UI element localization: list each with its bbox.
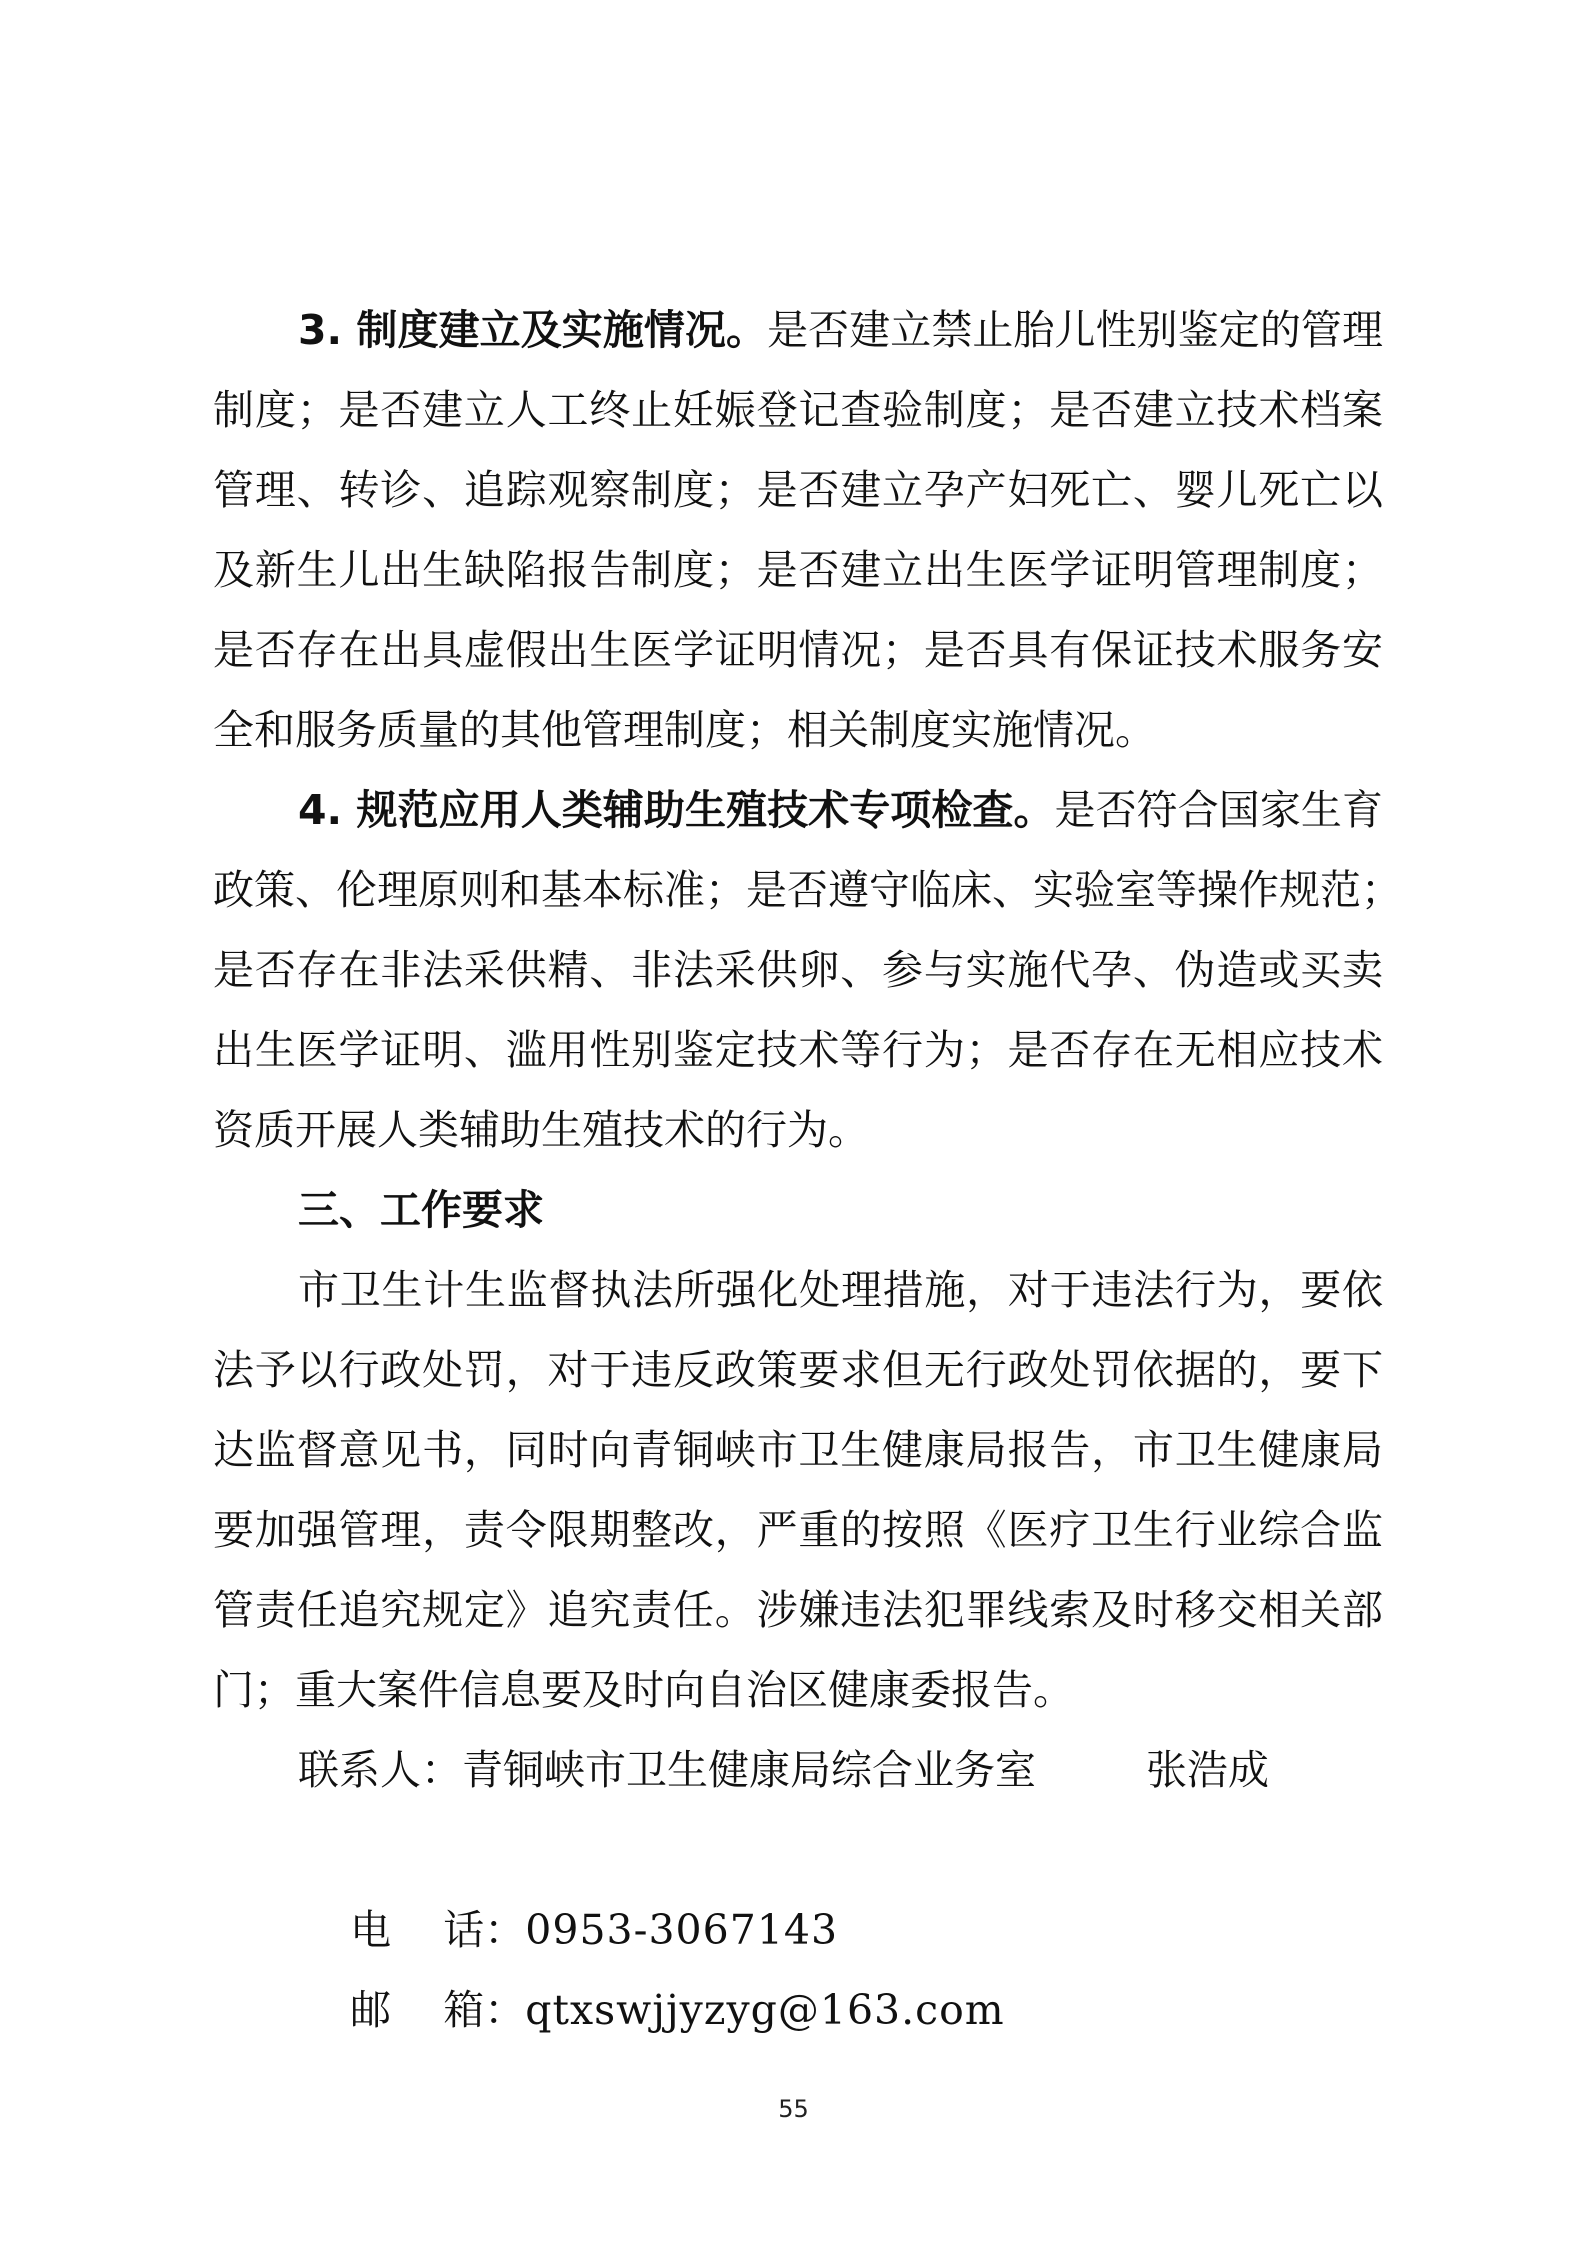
section4-line-3: 是否存在非法采供精、非法采供卵、参与实施代孕、伪造或买卖 — [213, 946, 1383, 994]
section4-line-4: 出生医学证明、滥用性别鉴定技术等行为；是否存在无相应技术 — [213, 1026, 1383, 1074]
section3-line-3: 管理、转诊、追踪观察制度；是否建立孕产妇死亡、婴儿死亡以 — [213, 466, 1383, 514]
contact-person-label: 联系人： — [298, 1746, 462, 1794]
requirements-line-3: 达监督意见书，同时向青铜峡市卫生健康局报告，市卫生健康局 — [213, 1426, 1383, 1474]
section4-text-1: 是否符合国家生育 — [1054, 786, 1383, 834]
contact-email-line — [298, 1890, 1005, 2034]
contact-email-label: 邮 箱： — [350, 1986, 526, 2034]
contact-person-org: 青铜峡市卫生健康局综合业务室 — [462, 1746, 1036, 1794]
page-number: 55 — [778, 2095, 809, 2123]
section4-line-2: 政策、伦理原则和基本标准；是否遵守临床、实验室等操作规范； — [213, 866, 1402, 914]
contact-person-name: 张浩成 — [1146, 1746, 1269, 1794]
requirements-line-4: 要加强管理，责令限期整改，严重的按照《医疗卫生行业综合监 — [213, 1506, 1383, 1554]
requirements-line-5: 管责任追究规定》追究责任。涉嫌违法犯罪线索及时移交相关部 — [213, 1586, 1383, 1634]
contact-phone-value: 0953-3067143 — [525, 1906, 839, 1954]
section3-line-4: 及新生儿出生缺陷报告制度；是否建立出生医学证明管理制度； — [213, 546, 1383, 594]
requirements-line-6: 门；重大案件信息要及时向自治区健康委报告。 — [213, 1666, 1074, 1714]
section4-title: 4. 规范应用人类辅助生殖技术专项检查。 — [298, 786, 1055, 834]
section4-line-5: 资质开展人类辅助生殖技术的行为。 — [213, 1106, 869, 1154]
section3-line-6: 全和服务质量的其他管理制度；相关制度实施情况。 — [213, 706, 1156, 754]
requirements-heading: 三、工作要求 — [298, 1186, 544, 1234]
section3-line-2: 制度；是否建立人工终止妊娠登记查验制度；是否建立技术档案 — [213, 386, 1383, 434]
section3-title: 3. 制度建立及实施情况。 — [298, 306, 768, 354]
requirements-line-2: 法予以行政处罚，对于违反政策要求但无行政处罚依据的，要下 — [213, 1346, 1383, 1394]
requirements-line-1: 市卫生计生监督执法所强化处理措施，对于违法行为，要依 — [298, 1266, 1383, 1314]
contact-person-line — [298, 1730, 1269, 1810]
section3-text-1: 是否建立禁止胎儿性别鉴定的管理 — [767, 306, 1383, 354]
contact-email-value: qtxswjjyzyg@163.com — [525, 1986, 1005, 2034]
contact-phone-label: 电 话： — [350, 1906, 526, 1954]
contact-phone-line — [298, 1810, 839, 1954]
section4-line-1 — [298, 770, 1383, 850]
section3-line-5: 是否存在出具虚假出生医学证明情况；是否具有保证技术服务安 — [213, 626, 1383, 674]
section3-line-1 — [298, 290, 1383, 370]
